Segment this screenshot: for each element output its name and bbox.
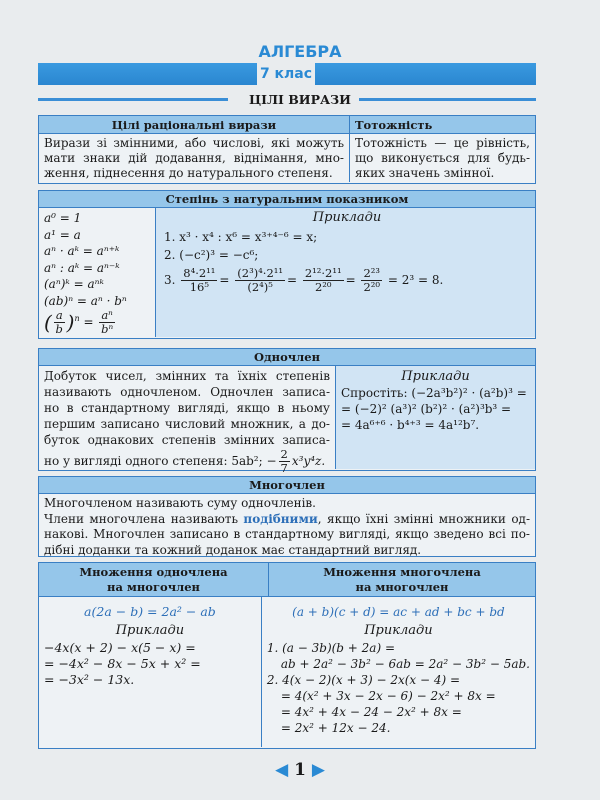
example-line: −4x(x + 2) − x(5 − x) = [44, 640, 196, 655]
box-monomial [38, 348, 536, 475]
rule: (aⁿ)ᵏ = aⁿᵏ [44, 277, 104, 291]
example-1: 1. x³ · x⁴ : x⁶ = x³⁺⁴⁻⁶ = x; [164, 230, 318, 244]
text-line: Добуток чисел, змінних та їхніх степенів [44, 369, 330, 383]
header-polynomial: Многочлен [39, 477, 535, 494]
text-line: першим записано числовий множник, а до- [44, 417, 330, 431]
box-rational-expressions [38, 115, 536, 184]
box-multiplication [38, 562, 536, 749]
header-monomial: Одночлен [39, 349, 535, 366]
rule: aⁿ : aᵏ = aⁿ⁻ᵏ [44, 260, 120, 275]
header-identity: Тотожність [349, 116, 535, 134]
example-line: ab + 2a² − 3b² − 6ab = 2a² − 3b² − 5ab. [280, 657, 530, 671]
text-line: но в стандартному вигляді, якщо в ньому [44, 401, 330, 415]
example-line: = 4x² + 4x − 24 − 2x² + 8x = [280, 705, 462, 719]
rule: a⁰ = 1 [44, 211, 82, 225]
example-line: = 4a⁶⁺⁶ · b⁴⁺³ = 4a¹²b⁷. [341, 418, 480, 432]
example-line: = 2x² + 12x − 24. [280, 721, 391, 735]
text-line: буток однакових степенів змінних записа- [44, 433, 330, 447]
examples-title: Приклади [115, 622, 185, 638]
example-line: 2. 4(x − 2)(x + 3) − 2x(x − 4) = [266, 673, 461, 687]
text-line: Тотожність — це рівність, [355, 136, 530, 150]
text-line: називають одночленом. Одночлен записа- [44, 385, 330, 399]
example-line: = (−2)² (a³)² (b²)² · (a²)³b³ = [341, 402, 512, 416]
text-line: мати знаки дій додавання, віднімання, мно- [44, 151, 344, 165]
header-powers: Степінь з натуральним показником [39, 191, 535, 208]
examples-title: Приклади [364, 622, 433, 638]
example-line: = 4(x² + 3x − 2x − 6) − 2x² + 8x = [280, 689, 496, 703]
rule-fraction: ( $\frac{a}{b}$ )$^n$ = $\frac{\text{aⁿ}}{\text{bⁿ}}$ [44, 308, 114, 336]
header-rational: Цілі раціональні вирази [39, 116, 349, 134]
examples-title: Приклади [312, 210, 382, 225]
text-line: що виконується для будь- [355, 151, 530, 165]
rule-formula: (a + b)(c + d) = ac + ad + bc + bd [292, 605, 505, 619]
text-line: но у вигляді одного степеня: 5ab²; − $\frac{2}{7}$ x³y⁴z. [44, 447, 326, 475]
subject-title: АЛГЕБРА [258, 42, 342, 61]
example-2: 2. (−c²)³ = −c⁶; [164, 248, 259, 262]
example-3: 3. $\frac{\text{8⁴·2¹¹}}{\text{16⁵}}$ = $\frac{\text{(2³)⁴·2¹¹}}{\text{(2⁴)⁵}}$ = $\frac{\text{2¹²·2¹¹}}{\text{2²⁰}}$ = $\frac{\text{2²³}}{\text{2²⁰}}$ = 2³ = 8. [164, 266, 444, 294]
rule-formula: a(2a − b) = 2a² − ab [84, 604, 216, 619]
header-polynomial-by-polynomial: Множення многочлена на многочлен [268, 563, 535, 597]
rule: (ab)ⁿ = aⁿ · bⁿ [44, 293, 127, 308]
header-monomial-by-polynomial: Множення одночлена на многочлен [39, 563, 268, 597]
text-line: накові. Многочлен записано в стандартному вигляді, якщо зведено всі по- [44, 527, 530, 541]
next-page-icon[interactable]: ▶ [311, 760, 325, 780]
page-navigation [258, 760, 342, 780]
example-line: 1. (a − 3b)(b + 2a) = [266, 641, 396, 655]
box-powers [38, 190, 536, 339]
example-line: Спростіть: (−2a³b²)² · (a²b)³ = [341, 386, 527, 400]
text-line: дібні доданки та кожний доданок має стандартний вигляд. [44, 542, 422, 557]
text-line: Многочленом називають суму одночленів. [44, 496, 316, 510]
text-line: Члени многочлена називають подібними, якщо їхні змінні множники од- [44, 511, 530, 526]
grade-label: 7 клас [257, 63, 315, 85]
text-line: Вирази зі змінними, або числові, які можуть [44, 136, 344, 150]
term-similar: подібними [243, 511, 318, 526]
text-line: яких значень змінної. [355, 166, 495, 180]
examples-title: Приклади [401, 369, 470, 384]
example-line: = −4x² − 8x − 5x + x² = [44, 656, 201, 671]
example-line: = −3x² − 13x. [44, 672, 135, 687]
rule: aⁿ · aᵏ = aⁿ⁺ᵏ [44, 244, 120, 258]
page-number: 1 [294, 760, 306, 780]
rule: a¹ = a [44, 227, 81, 242]
box-polynomial [38, 476, 536, 557]
text-line: ження, піднесення до натурального степеня. [44, 166, 333, 180]
section-title: ЦІЛІ ВИРАЗИ [0, 92, 600, 107]
prev-page-icon[interactable]: ◀ [275, 760, 289, 780]
